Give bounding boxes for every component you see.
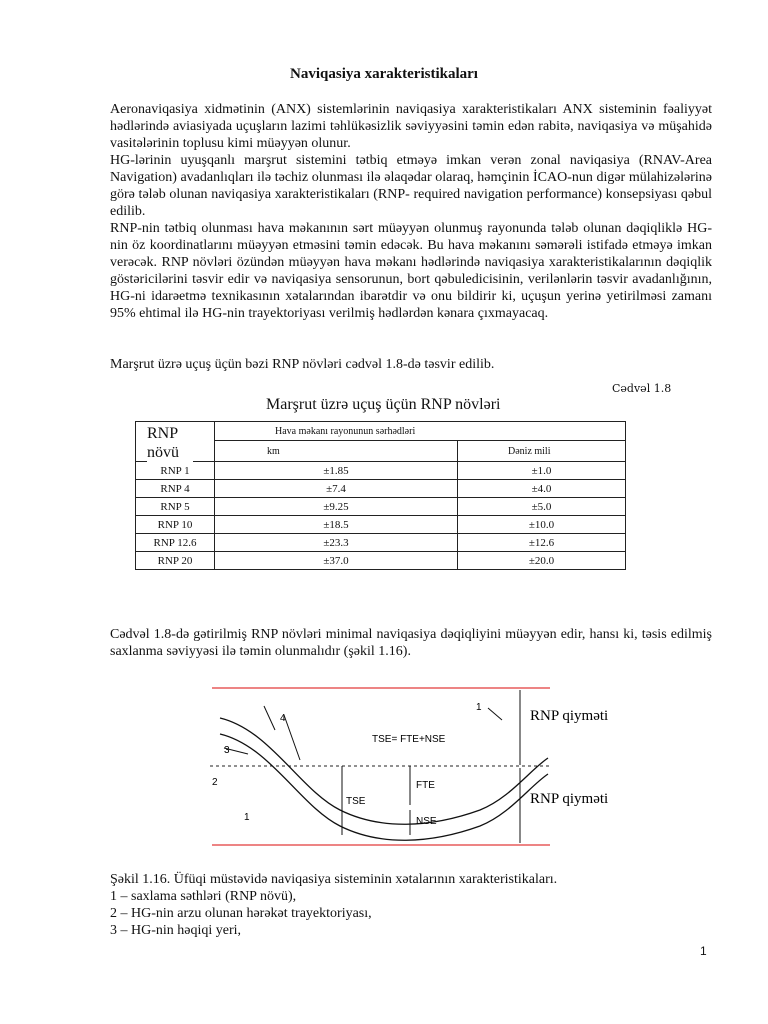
estimated-path-curve — [220, 734, 548, 840]
group-header: Hava məkanı rayonunun sərhədləri — [215, 422, 626, 441]
table-row — [136, 462, 626, 480]
rnp-table — [135, 421, 626, 570]
cell-nm: ±12.6 — [458, 534, 626, 552]
paragraph-rnav: HG-lərinin uyuşqanlı marşrut sistemini tətbiq etməyə imkan verən zonal naviqasiya (RNAV-Area Navigation) avadanlıqları ilə təchiz olunması ilə əlaqədar olaraq, həmçinin İCAO-nun digər mülahizələrinə görə tələb olunan naviqasiya xarakteristikaları (RNP- required navigation performance) konsepsiyası qəbul edilib. — [110, 153, 712, 219]
legend-item-3: 3 – HG-nin həqiqi yeri, — [110, 923, 242, 938]
cell-type: RNP 5 — [136, 498, 215, 516]
error-diagram — [110, 660, 712, 860]
rnp-value-lower: RNP qiyməti — [530, 791, 609, 807]
legend-item-1: 1 – saxlama səthləri (RNP növü), — [110, 889, 297, 904]
intro-paragraphs — [110, 101, 712, 322]
fte-label: FTE — [416, 780, 435, 791]
tse-label: TSE — [346, 796, 366, 807]
cell-nm: ±10.0 — [458, 516, 626, 534]
table-label: Cədvəl 1.8 — [612, 382, 672, 395]
table-row — [136, 480, 626, 498]
page-number: 1 — [700, 944, 707, 958]
figure-caption: Şəkil 1.16. Üfüqi müstəvidə naviqasiya sisteminin xətalarının xarakteristikaları. — [110, 872, 558, 887]
cell-nm: ±4.0 — [458, 480, 626, 498]
cell-nm: ±20.0 — [458, 552, 626, 570]
label-1-top: 1 — [476, 702, 482, 713]
paragraph-rnp: RNP-nin tətbiq olunması hava məkanının sərt müəyyən olunmuş rayonunda tələb olunan dəqiqliklə HG-nin öz koordinatlarını müəyyən etməsini təmin edəcək. Bu hava məkanını səmərəli istifadə etməyə imkan verəcək. RNP növləri özündən müəyyən hava məkanı hədlərində naviqasiya xarakteristikalarının dəqiqlik göstəricilərini təsvir edir və naviqasiya sensorunun, bort qəbuledicisinin, verilənlərin təsvir avadanlığının, HG-ni idarəetmə texnikasının xətalarından ibarətdir və onu bildirir ki, uçuşun yerinə yetirilməsi zamanı 95% ehtimal ilə HG-nin trayektoriyası verilmiş hədlərdən kənara çıxmayacaq. — [110, 221, 712, 321]
cell-km: ±7.4 — [215, 480, 458, 498]
label-4: 4 — [280, 713, 286, 724]
table-row — [136, 552, 626, 570]
nse-label: NSE — [416, 816, 437, 827]
col-header-km: km — [215, 441, 458, 462]
cell-type: RNP 1 — [136, 462, 215, 480]
cell-km: ±1.85 — [215, 462, 458, 480]
cell-km: ±23.3 — [215, 534, 458, 552]
cell-type: RNP 20 — [136, 552, 215, 570]
paragraph-figure-ref: Cədvəl 1.8-də gətirilmiş RNP növləri minimal naviqasiya dəqiqliyini müəyyən edir, hansı ki, təsis edilmiş saxlanma səviyyəsi ilə təmin olunmalıdır (şəkil 1.16). — [110, 627, 712, 659]
table-title: Marşrut üzrə uçuş üçün RNP növləri — [266, 396, 501, 413]
label-2: 2 — [212, 777, 218, 788]
cell-type: RNP 10 — [136, 516, 215, 534]
legend-item-2: 2 – HG-nin arzu olunan hərəkət trayektoriyası, — [110, 906, 372, 921]
formula-label: TSE= FTE+NSE — [372, 734, 446, 745]
cell-km: ±37.0 — [215, 552, 458, 570]
cell-nm: ±1.0 — [458, 462, 626, 480]
table-row — [136, 516, 626, 534]
col-header-nm: Dəniz mili — [458, 441, 626, 462]
cell-nm: ±5.0 — [458, 498, 626, 516]
label-3: 3 — [224, 745, 230, 756]
label-1-bottom: 1 — [244, 812, 250, 823]
table-row — [136, 498, 626, 516]
page-title: Naviqasiya xarakteristikaları — [290, 66, 478, 82]
col-header-rnp-label: RNP növü — [147, 424, 193, 462]
cell-km: ±9.25 — [215, 498, 458, 516]
cell-type: RNP 12.6 — [136, 534, 215, 552]
paragraph-anx: Aeronaviqasiya xidmətinin (ANX) sistemlərinin naviqasiya xarakteristikaları ANX sisteminin fəaliyyət hədlərində aviasiyada uçuşların lazimi təhlükəsizlik səviyyəsini təmin edən rabitə, naviqasiya və müşahidə vasitələrinin toplusu kimi müəyyən olunur. — [110, 102, 712, 151]
cell-type: RNP 4 — [136, 480, 215, 498]
cell-km: ±18.5 — [215, 516, 458, 534]
rnp-value-upper: RNP qiyməti — [530, 708, 609, 724]
table-intro: Marşrut üzrə uçuş üçün bəzi RNP növləri cədvəl 1.8-də təsvir edilib. — [110, 357, 495, 372]
table-row — [136, 534, 626, 552]
